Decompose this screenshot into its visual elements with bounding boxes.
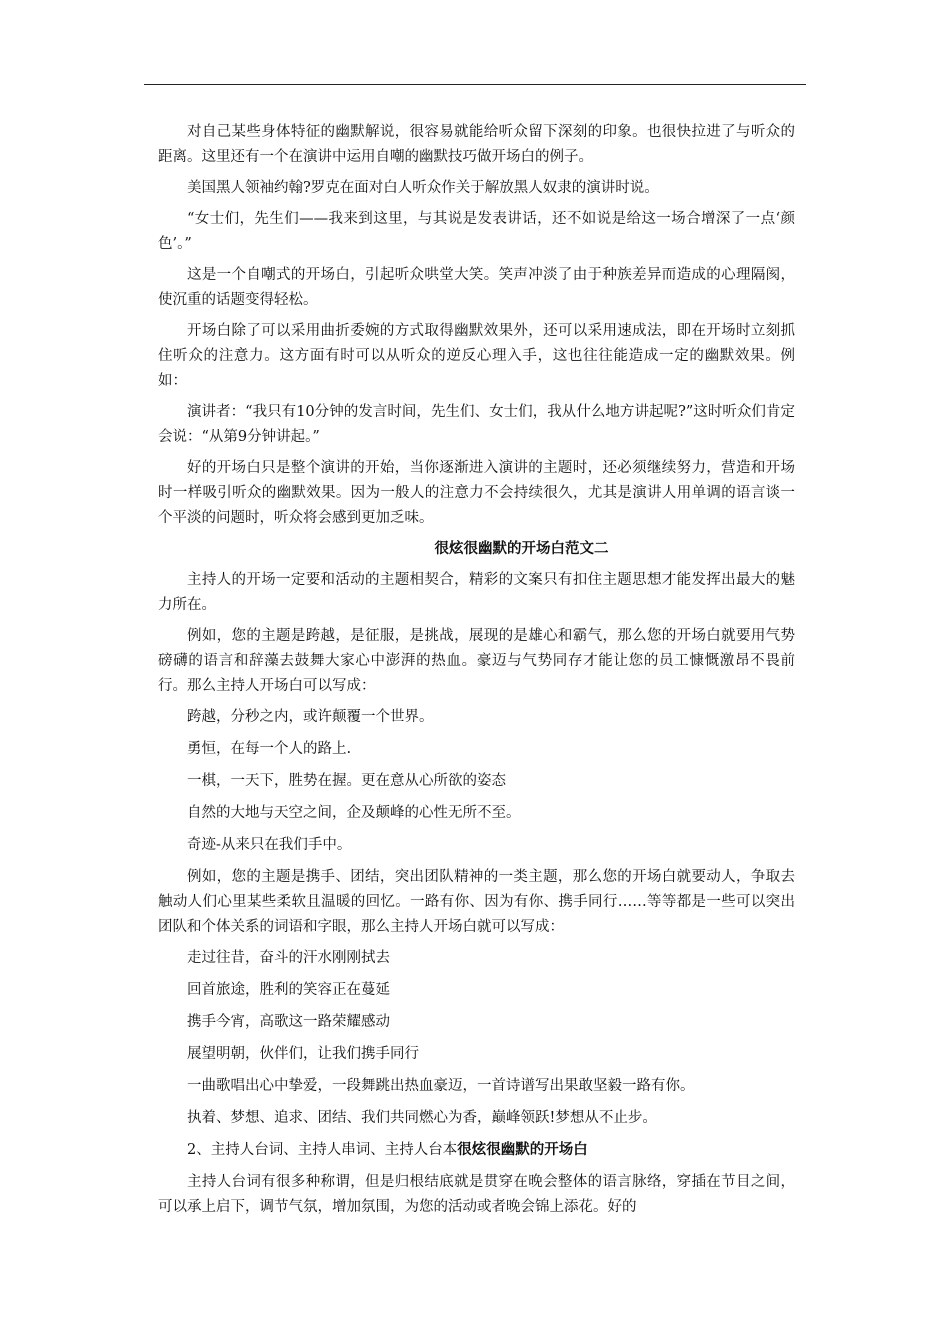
section2-bold-title: 很炫很幽默的开场白 [457, 1142, 588, 1158]
paragraph: 演讲者：“我只有10分钟的发言时间，先生们、女士们，我从什么地方讲起呢?”这时听众们肯定会说：“从第9分钟讲起。” [158, 404, 795, 445]
poem-line: 跨越，分秒之内，或许颠覆一个世界。 [187, 709, 434, 725]
paragraph: 开场白除了可以采用曲折委婉的方式取得幽默效果外，还可以采用速成法，即在开场时立刻抓住听众的注意力。这方面有时可以从听众的逆反心理入手，这也往往能造成一定的幽默效果。例如： [158, 323, 795, 389]
paragraph: 例如，您的主题是携手、团结，突出团队精神的一类主题，那么您的开场白就要动人，争取去触动人们心里某些柔软且温暖的回忆。一路有你、因为有你、携手同行……等等都是一些可以突出团队和个体关系的词语和字眼，那么主持人开场白就可以写成： [158, 869, 795, 935]
paragraph: 这是一个自嘲式的开场白，引起听众哄堂大笑。笑声冲淡了由于种族差异而造成的心理隔阂，使沉重的话题变得轻松。 [158, 267, 795, 308]
paragraph: 例如，您的主题是跨越，是征服，是挑战，展现的是雄心和霸气，那么您的开场白就要用气势磅礴的语言和辞藻去鼓舞大家心中澎湃的热血。豪迈与气势同存才能让您的员工慷慨激昂不畏前行。那么主持人开场白可以写成： [158, 628, 795, 694]
section2-prefix: 2、主持人台词、主持人串词、主持人台本 [187, 1142, 458, 1158]
paragraph: 主持人的开场一定要和活动的主题相契合，精彩的文案只有扣住主题思想才能发挥出最大的魅力所在。 [158, 572, 795, 613]
poem-line: 走过往昔，奋斗的汗水刚刚拭去 [187, 950, 390, 966]
poem-line: 展望明朝，伙伴们，让我们携手同行 [187, 1046, 419, 1062]
poem-line: 携手今宵，高歌这一路荣耀感动 [187, 1014, 390, 1030]
poem-line: 勇恒，在每一个人的路上. [187, 741, 352, 757]
header-rule [144, 84, 806, 85]
paragraph: 对自己某些身体特征的幽默解说，很容易就能给听众留下深刻的印象。也很快拉进了与听众的距离。这里还有一个在演讲中运用自嘲的幽默技巧做开场白的例子。 [158, 124, 795, 165]
section-heading: 很炫很幽默的开场白范文二 [434, 541, 609, 557]
poem-line: 回首旅途，胜利的笑容正在蔓延 [187, 982, 390, 998]
quote-paragraph: “女士们，先生们——我来到这里，与其说是发表讲话，还不如说是给这一场合增深了一点‘颜色’。” [158, 211, 795, 252]
paragraph: 美国黑人领袖约翰?罗克在面对白人听众作关于解放黑人奴隶的演讲时说。 [187, 180, 659, 196]
paragraph: 好的开场白只是整个演讲的开始，当你逐渐进入演讲的主题时，还必须继续努力，营造和开场时一样吸引听众的幽默效果。因为一般人的注意力不会持续很久，尤其是演讲人用单调的语言谈一个平淡的问题时，听众将会感到更加乏味。 [158, 460, 795, 526]
paragraph: 主持人台词有很多种称谓，但是归根结底就是贯穿在晚会整体的语言脉络，穿插在节目之间，可以承上启下，调节气氛，增加氛围，为您的活动或者晚会锦上添花。好的 [158, 1174, 795, 1215]
poem-line: 一棋，一天下，胜势在握。更在意从心所欲的姿态 [187, 773, 506, 789]
poem-line: 奇迹-从来只在我们手中。 [187, 837, 352, 853]
section2-line [158, 1138, 795, 1163]
poem-line: 执着、梦想、追求、团结、我们共同燃心为香，巅峰领跃!梦想从不止步。 [187, 1110, 657, 1126]
document-body [158, 120, 795, 1226]
poem-line: 自然的大地与天空之间，企及颠峰的心性无所不至。 [187, 805, 521, 821]
poem-line: 一曲歌唱出心中挚爱，一段舞跳出热血豪迈，一首诗谱写出果敢坚毅一路有你。 [187, 1078, 695, 1094]
